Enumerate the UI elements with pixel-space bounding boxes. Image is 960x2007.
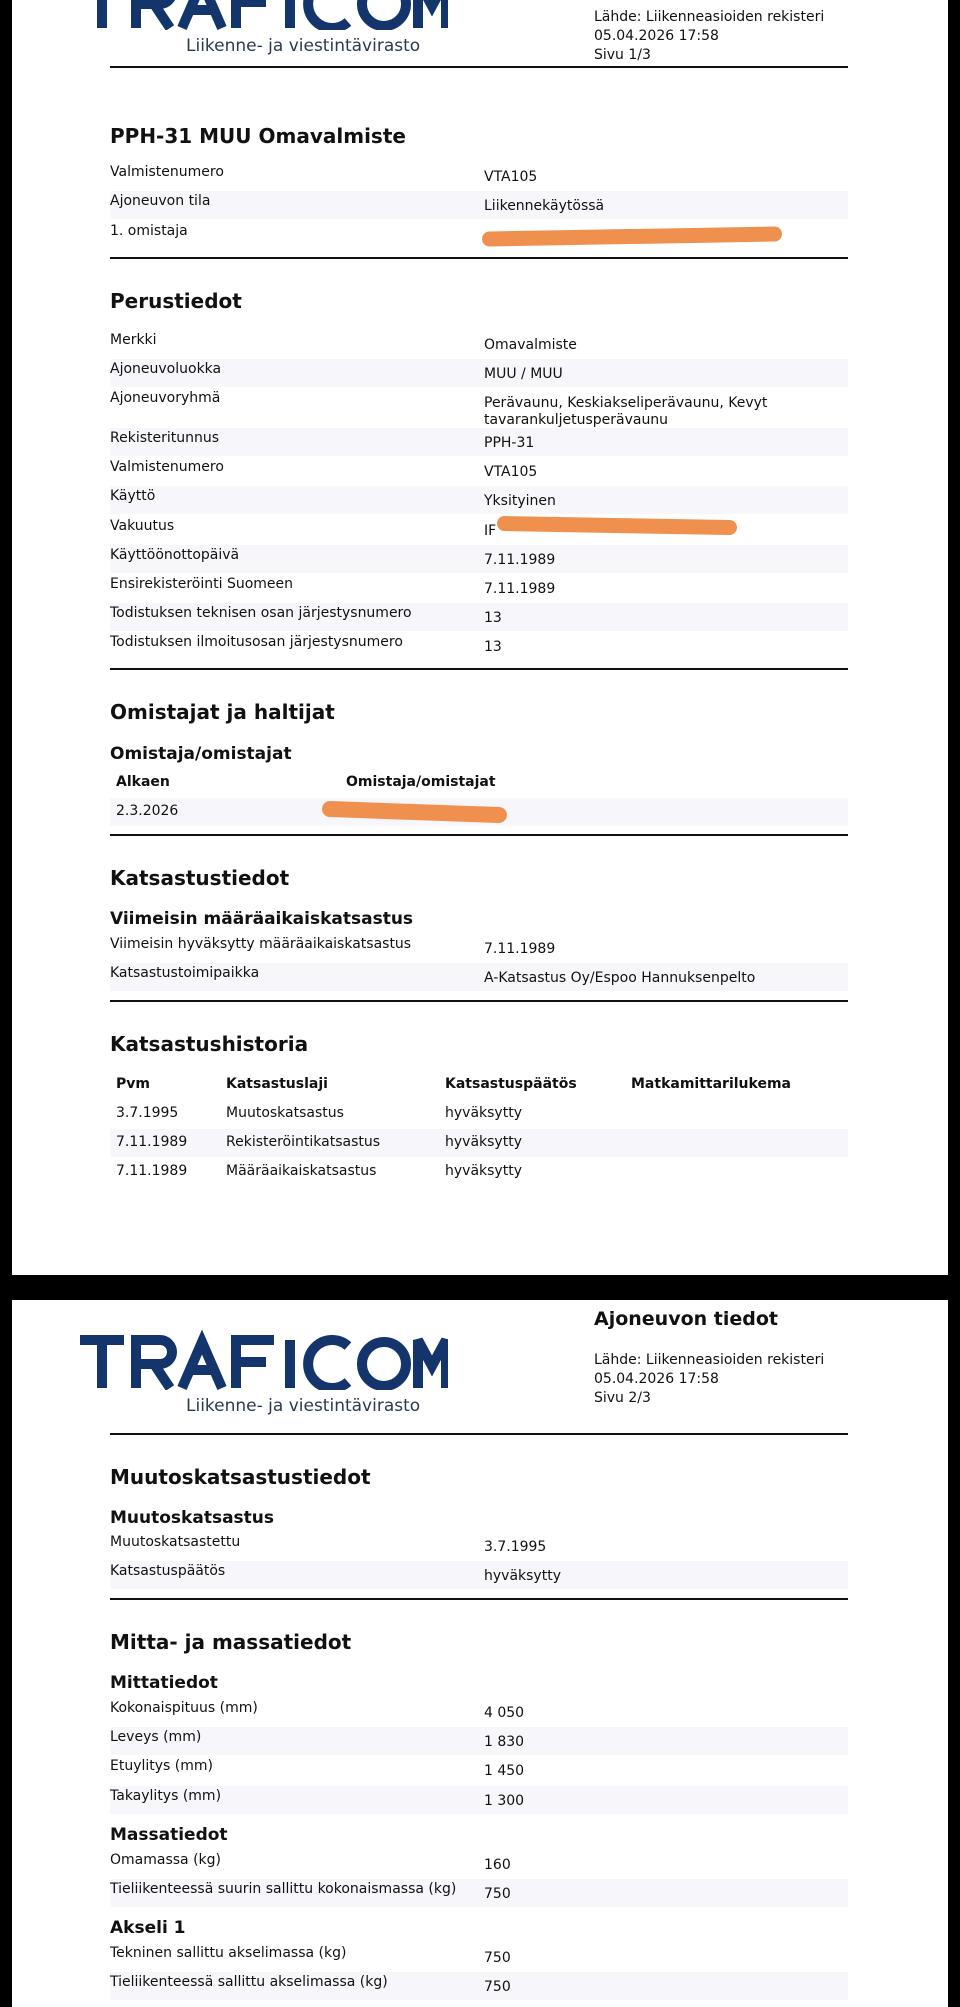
page-header-info bbox=[594, 1310, 824, 1408]
table-row bbox=[110, 934, 848, 962]
history-type: Määräaikaiskatsastus bbox=[226, 1163, 377, 1179]
table-row bbox=[110, 632, 848, 660]
table-row bbox=[110, 359, 848, 387]
row-label: Ajoneuvoluokka bbox=[110, 361, 222, 377]
row-value: VTA105 bbox=[484, 464, 538, 480]
table-row bbox=[110, 1756, 848, 1784]
history-date: 3.7.1995 bbox=[116, 1105, 179, 1121]
row-label: Takaylitys (mm) bbox=[110, 1788, 222, 1804]
table-row bbox=[110, 1972, 848, 2000]
row-value: 1 300 bbox=[484, 1793, 525, 1809]
row-value: 13 bbox=[484, 639, 502, 655]
divider bbox=[110, 834, 848, 836]
table-row bbox=[110, 1943, 848, 1971]
modification-heading: Muutoskatsastustiedot bbox=[110, 1465, 371, 1489]
row-label: Rekisteritunnus bbox=[110, 430, 220, 446]
row-label: Viimeisin hyväksytty määräaikaiskatsastus bbox=[110, 936, 412, 952]
column-header: Katsastuspäätös bbox=[445, 1076, 577, 1092]
row-value: 1 830 bbox=[484, 1734, 525, 1750]
mass-subheading: Massatiedot bbox=[110, 1825, 228, 1845]
table-row bbox=[110, 1727, 848, 1755]
column-header: Pvm bbox=[116, 1076, 150, 1092]
history-result: hyväksytty bbox=[445, 1134, 522, 1150]
row-label: Ensirekisteröinti Suomeen bbox=[110, 576, 294, 592]
measurements-heading: Mitta- ja massatiedot bbox=[110, 1630, 352, 1654]
row-value: VTA105 bbox=[484, 169, 538, 185]
row-label: Kokonaispituus (mm) bbox=[110, 1700, 258, 1716]
row-label: Todistuksen teknisen osan järjestysnumero bbox=[110, 605, 412, 621]
history-heading: Katsastushistoria bbox=[110, 1032, 309, 1056]
table-row bbox=[110, 1100, 848, 1128]
table-row bbox=[110, 191, 848, 219]
divider bbox=[110, 1000, 848, 1002]
divider bbox=[110, 66, 848, 68]
row-label: 1. omistaja bbox=[110, 223, 188, 239]
owner-start-date: 2.3.2026 bbox=[116, 803, 179, 819]
table-row bbox=[110, 486, 848, 514]
modification-subheading: Muutoskatsastus bbox=[110, 1508, 275, 1528]
history-result: hyväksytty bbox=[445, 1163, 522, 1179]
table-row bbox=[110, 1158, 848, 1186]
row-label: Valmistenumero bbox=[110, 164, 224, 180]
row-label: Tieliikenteessä sallittu akselimassa (kg) bbox=[110, 1974, 388, 1990]
document-title: Ajoneuvon tiedot bbox=[594, 1308, 779, 1330]
document-page-2 bbox=[12, 1300, 948, 2007]
row-value: 160 bbox=[484, 1857, 511, 1873]
row-value: 1 450 bbox=[484, 1763, 525, 1779]
row-value: Liikennekäytössä bbox=[484, 198, 605, 214]
table-row bbox=[110, 516, 848, 544]
row-value: 7.11.1989 bbox=[484, 552, 556, 568]
logo-subtitle: Liikenne- ja viestintävirasto bbox=[186, 36, 421, 56]
vehicle-heading: PPH-31 MUU Omavalmiste bbox=[110, 124, 406, 148]
traficom-logo-mark bbox=[78, 0, 448, 30]
table-row bbox=[110, 457, 848, 485]
traficom-logo bbox=[78, 1330, 448, 1416]
table-row bbox=[110, 574, 848, 602]
table-row bbox=[110, 545, 848, 573]
divider bbox=[110, 1433, 848, 1435]
table-row bbox=[110, 330, 848, 358]
row-value: 3.7.1995 bbox=[484, 1539, 547, 1555]
column-header: Omistaja/omistajat bbox=[346, 774, 496, 790]
table-row bbox=[110, 1561, 848, 1589]
page-number: Sivu 1/3 bbox=[594, 47, 651, 63]
axle-subheading: Akseli 1 bbox=[110, 1918, 186, 1938]
row-label: Vakuutus bbox=[110, 518, 175, 534]
divider bbox=[110, 668, 848, 670]
row-label: Muutoskatsastettu bbox=[110, 1534, 241, 1550]
row-label: Valmistenumero bbox=[110, 459, 224, 475]
table-row bbox=[110, 1532, 848, 1560]
row-value: Perävaunu, Keskiakseliperävaunu, Kevyt tavarankuljetusperävaunu bbox=[484, 395, 768, 428]
row-value: Yksityinen bbox=[484, 493, 556, 509]
row-label: Käyttö bbox=[110, 488, 156, 504]
row-label: Leveys (mm) bbox=[110, 1729, 202, 1745]
owners-subheading: Omistaja/omistajat bbox=[110, 744, 292, 764]
logo-subtitle: Liikenne- ja viestintävirasto bbox=[186, 1396, 421, 1416]
row-label: Ajoneuvon tila bbox=[110, 193, 211, 209]
traficom-logo-mark bbox=[78, 1330, 448, 1390]
row-value: MUU / MUU bbox=[484, 366, 563, 382]
row-label: Katsastustoimipaikka bbox=[110, 965, 260, 981]
table-row bbox=[110, 1786, 848, 1814]
row-label: Katsastuspäätös bbox=[110, 1563, 226, 1579]
owners-heading: Omistajat ja haltijat bbox=[110, 700, 335, 724]
inspection-subheading: Viimeisin määräaikaiskatsastus bbox=[110, 909, 414, 929]
datetime-text: 05.04.2026 17:58 bbox=[594, 1371, 719, 1387]
row-label: Todistuksen ilmoitusosan järjestysnumero bbox=[110, 634, 403, 650]
table-row bbox=[110, 963, 848, 991]
row-label: Ajoneuvoryhmä bbox=[110, 390, 221, 406]
column-header: Katsastuslaji bbox=[226, 1076, 328, 1092]
row-value: IF bbox=[484, 523, 497, 539]
row-value: 750 bbox=[484, 1886, 511, 1902]
row-value: 13 bbox=[484, 610, 502, 626]
traficom-logo bbox=[78, 0, 448, 56]
history-date: 7.11.1989 bbox=[116, 1134, 188, 1150]
row-value: 750 bbox=[484, 1950, 511, 1966]
document-page-1 bbox=[12, 0, 948, 1275]
row-value: Omavalmiste bbox=[484, 337, 577, 353]
inspection-heading: Katsastustiedot bbox=[110, 866, 290, 890]
row-value: hyväksytty bbox=[484, 1568, 561, 1584]
row-label: Tekninen sallittu akselimassa (kg) bbox=[110, 1945, 347, 1961]
history-date: 7.11.1989 bbox=[116, 1163, 188, 1179]
history-result: hyväksytty bbox=[445, 1105, 522, 1121]
table-row bbox=[110, 428, 848, 456]
table-row bbox=[110, 1879, 848, 1907]
table-row bbox=[110, 162, 848, 190]
row-label: Omamassa (kg) bbox=[110, 1852, 221, 1868]
column-header: Alkaen bbox=[116, 774, 170, 790]
row-label: Tieliikenteessä suurin sallittu kokonaismassa (kg) bbox=[110, 1881, 457, 1897]
datetime-text: 05.04.2026 17:58 bbox=[594, 28, 719, 44]
table-row bbox=[110, 1698, 848, 1726]
page-number: Sivu 2/3 bbox=[594, 1390, 651, 1406]
dimensions-subheading: Mittatiedot bbox=[110, 1673, 218, 1693]
history-type: Muutoskatsastus bbox=[226, 1105, 344, 1121]
row-value: 7.11.1989 bbox=[484, 581, 556, 597]
history-type: Rekisteröintikatsastus bbox=[226, 1134, 381, 1150]
row-value: PPH-31 bbox=[484, 435, 535, 451]
divider bbox=[110, 257, 848, 259]
row-label: Etuylitys (mm) bbox=[110, 1758, 213, 1774]
row-value: A-Katsastus Oy/Espoo Hannuksenpelto bbox=[484, 970, 756, 986]
row-value: 750 bbox=[484, 1979, 511, 1995]
row-value: 7.11.1989 bbox=[484, 941, 556, 957]
source-text: Lähde: Liikenneasioiden rekisteri bbox=[594, 1352, 825, 1368]
table-row bbox=[110, 603, 848, 631]
basic-info-heading: Perustiedot bbox=[110, 289, 242, 313]
divider bbox=[110, 1598, 848, 1600]
table-row bbox=[110, 1850, 848, 1878]
source-text: Lähde: Liikenneasioiden rekisteri bbox=[594, 9, 825, 25]
table-row bbox=[110, 1129, 848, 1157]
page-header-info bbox=[594, 8, 824, 65]
row-value: 4 050 bbox=[484, 1705, 525, 1721]
row-label: Käyttöönottopäivä bbox=[110, 547, 240, 563]
column-header: Matkamittarilukema bbox=[631, 1076, 791, 1092]
table-row bbox=[110, 388, 848, 428]
row-label: Merkki bbox=[110, 332, 157, 348]
